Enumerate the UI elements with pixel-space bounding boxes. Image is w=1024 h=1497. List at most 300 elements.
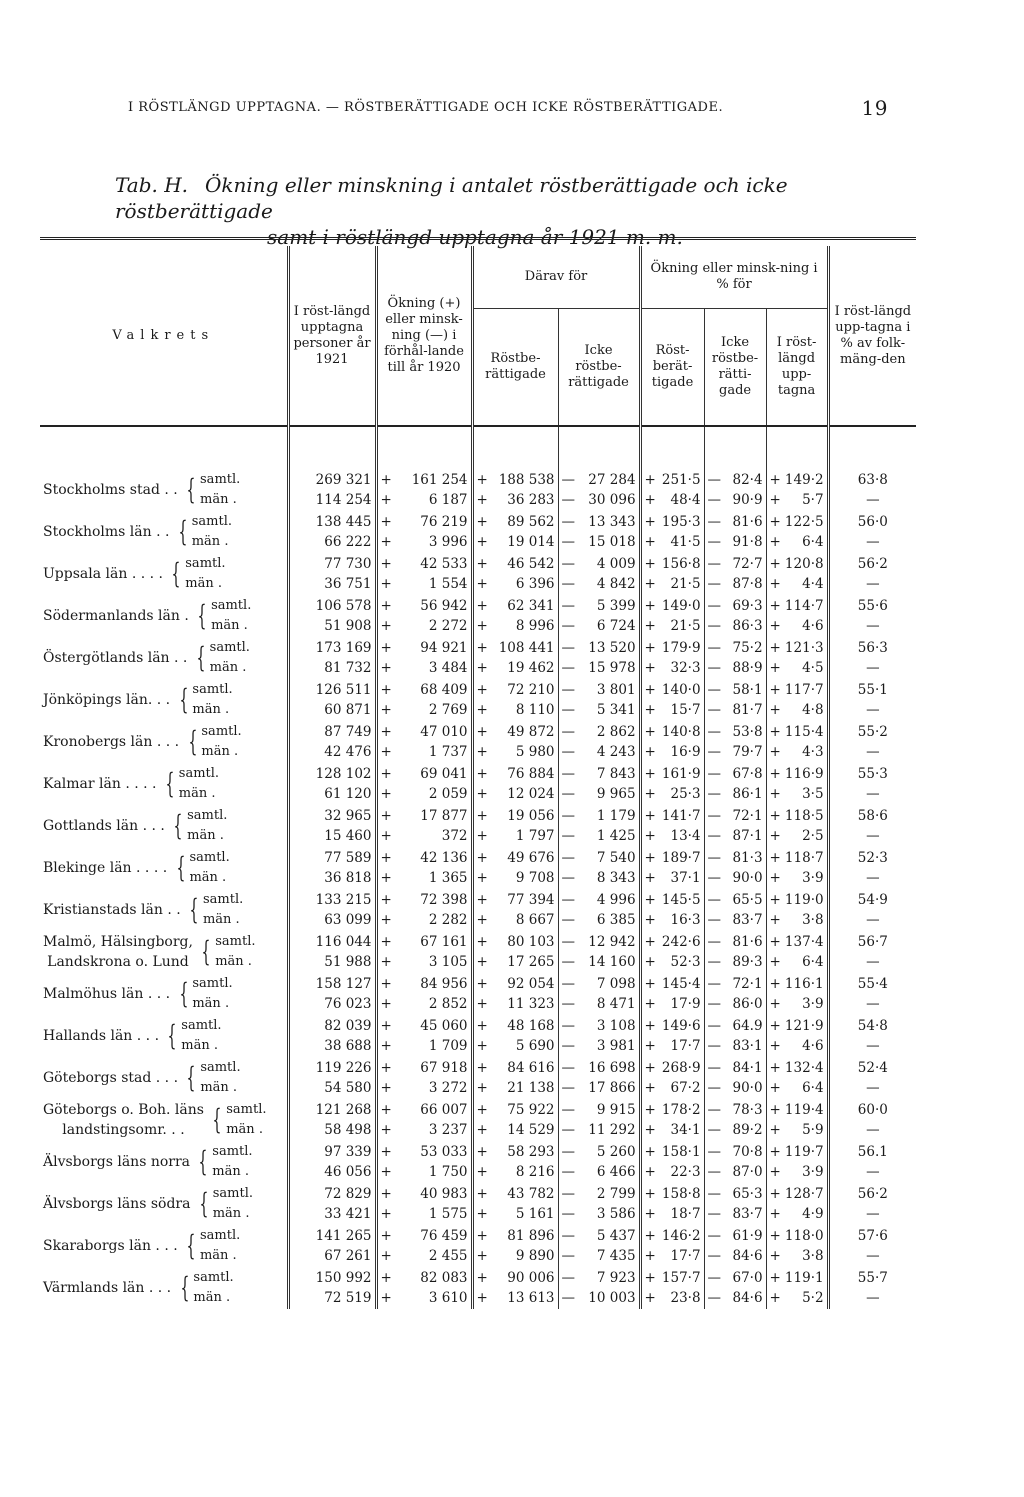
cell-share [828,931,916,973]
row-kind-labels [200,470,240,510]
cell-value: — [561,534,576,550]
valkrets-name-line: Södermanlands län . [43,608,189,624]
cell-value: 61 120 [324,786,372,802]
cell-value: 23·8 [670,1290,701,1306]
table-row [40,637,916,679]
cell-rb [486,973,558,1015]
row-kind-man: män . [189,870,227,885]
cell-rbs [472,469,486,511]
cell-value: + [380,996,392,1012]
cell-value: 72 398 [420,892,468,908]
cell-value: 86·1 [732,786,763,802]
cell-value: — [561,618,576,634]
col-share: I röst-längd upp-tagna i % av folk-mäng-den [828,246,916,426]
cell-value: + [644,1228,656,1244]
valkrets-name [43,1194,190,1214]
cell-value: 145·5 [661,892,701,908]
cell-share [828,1183,916,1225]
valkrets-name [43,774,157,794]
cell-value: — [561,598,576,614]
cell-value: + [644,618,656,634]
cell-pirs [704,1267,722,1309]
cell-value: + [476,1102,488,1118]
cell-irs [558,805,576,847]
cell-value: 55·7 [857,1270,888,1286]
cell-persons [288,1099,376,1141]
cell-value: 119 226 [315,1060,372,1076]
valkrets-name [43,1026,159,1046]
cell-value: 30 096 [588,492,636,508]
cell-value: + [644,912,656,928]
cell-value: — [707,1164,722,1180]
cell-value: 1 709 [428,1038,468,1054]
row-kind-labels [179,764,219,804]
cell-value: + [380,640,392,656]
cell-value: 69·3 [732,598,763,614]
cell-value: 121·9 [784,1018,824,1034]
cell-value: 49 872 [507,724,555,740]
cell-pirs [704,1225,722,1267]
row-kind-man: män . [215,954,252,969]
row-kind-labels [192,512,232,552]
cell-value: 52·3 [857,850,888,866]
cell-rbs [472,1015,486,1057]
cell-chs [376,721,390,763]
cell-value: 5 161 [515,1206,555,1222]
cell-prb [654,553,704,595]
cell-value: — [561,1122,576,1138]
cell-ir [572,1267,640,1309]
cell-pls [766,595,780,637]
cell-value: 19 056 [507,808,555,824]
cell-value: + [380,1102,392,1118]
table-row [40,679,916,721]
cell-rb [486,679,558,721]
cell-prbs [640,553,654,595]
cell-value: 106 578 [315,598,372,614]
cell-share [828,763,916,805]
cell-value: + [476,682,488,698]
cell-rb [486,1225,558,1267]
cell-rbs [472,1141,486,1183]
cell-value: — [561,682,576,698]
cell-value: 119·0 [784,892,824,908]
cell-value: 21·5 [670,576,701,592]
cell-value: — [866,954,880,970]
cell-value: 8 110 [515,702,555,718]
cell-value: + [769,870,781,886]
cell-persons [288,469,376,511]
cell-value: + [476,1018,488,1034]
valkrets-cell [40,553,288,595]
cell-value: 67 918 [420,1060,468,1076]
cell-persons [288,847,376,889]
cell-value: 67·8 [732,766,763,782]
cell-value: 118·0 [784,1228,824,1244]
cell-value: 82·4 [732,472,763,488]
cell-persons [288,511,376,553]
cell-share [828,973,916,1015]
row-kind-samtl: samtl. [200,1060,241,1075]
cell-value: + [769,828,781,844]
cell-value: + [644,556,656,572]
valkrets-name-line: Malmö, Hälsingborg, [43,934,193,950]
cell-share [828,721,916,763]
cell-pir [718,469,766,511]
cell-value: + [476,492,488,508]
cell-prbs [640,721,654,763]
col-pct-rostb: Röst-berät-tigade [640,308,704,426]
cell-value: + [769,514,781,530]
cell-value: + [476,850,488,866]
cell-irs [558,1015,576,1057]
cell-pls [766,847,780,889]
cell-value: + [644,1080,656,1096]
table-row [40,511,916,553]
valkrets-cell [40,889,288,931]
cell-pir [718,637,766,679]
cell-value: 42 533 [420,556,468,572]
cell-value: — [561,744,576,760]
cell-value: 72 210 [507,682,555,698]
cell-irs [558,889,576,931]
cell-ch [390,469,472,511]
cell-rb [486,1141,558,1183]
cell-pir [718,511,766,553]
cell-value: 42 476 [324,744,372,760]
cell-value: 37·1 [670,870,701,886]
cell-value: + [769,576,781,592]
cell-value: — [561,976,576,992]
cell-persons [288,1267,376,1309]
valkrets-cell [40,1225,288,1267]
cell-value: 87·1 [732,828,763,844]
row-kind-samtl: samtl. [226,1102,267,1117]
cell-value: — [866,702,880,718]
cell-value: 13 343 [588,514,636,530]
cell-value: + [380,976,392,992]
cell-value: 2 282 [428,912,468,928]
table-row [40,931,916,973]
cell-ch [390,805,472,847]
cell-value: 179·9 [661,640,701,656]
brace: { [165,767,175,800]
cell-pl [780,931,828,973]
cell-value: 5 980 [515,744,555,760]
valkrets-name [43,984,170,1004]
row-kind-man: män . [193,1290,231,1305]
cell-value: + [769,598,781,614]
cell-value: + [769,1290,781,1306]
cell-value: 64.9 [732,1018,763,1034]
cell-value: 9 915 [596,1102,636,1118]
cell-value: — [866,996,880,1012]
cell-value: 17 877 [420,808,468,824]
cell-value: + [476,954,488,970]
cell-share [828,1099,916,1141]
cell-value: 3 272 [428,1080,468,1096]
cell-pl [780,763,828,805]
cell-rb [486,763,558,805]
cell-value: + [380,912,392,928]
cell-value: 62 341 [507,598,555,614]
row-kind-labels [212,1142,252,1182]
cell-value: — [561,472,576,488]
cell-value: — [707,1018,722,1034]
cell-value: 122·5 [784,514,824,530]
cell-value: — [707,934,722,950]
cell-value: 3·5 [802,786,824,802]
cell-value: 58·1 [732,682,763,698]
cell-prbs [640,637,654,679]
cell-ir [572,511,640,553]
cell-value: + [380,744,392,760]
cell-value: 3·9 [802,996,824,1012]
cell-value: + [380,702,392,718]
row-kind-man: män . [187,828,224,843]
cell-prbs [640,931,654,973]
cell-value: + [644,1060,656,1076]
cell-value: — [866,1080,880,1096]
cell-prb [654,1099,704,1141]
cell-rbs [472,1225,486,1267]
cell-value: 133 215 [315,892,372,908]
cell-value: — [561,850,576,866]
cell-value: 118·7 [784,850,824,866]
row-kind-labels [203,890,243,930]
row-kind-man: män . [200,492,237,507]
cell-ch [390,1225,472,1267]
cell-value: 189·7 [661,850,701,866]
cell-irs [558,1099,576,1141]
cell-value: 84·1 [732,1060,763,1076]
cell-value: + [380,870,392,886]
cell-value: — [707,1102,722,1118]
valkrets-name-line: Värmlands län . . . [43,1280,172,1296]
cell-value: + [644,892,656,908]
cell-value: 16·9 [670,744,701,760]
table-row [40,1183,916,1225]
cell-value: — [707,976,722,992]
cell-prbs [640,1015,654,1057]
cell-value: 81·6 [732,514,763,530]
cell-ch [390,763,472,805]
cell-value: 8 996 [515,618,555,634]
cell-persons [288,1141,376,1183]
cell-value: 27 284 [588,472,636,488]
cell-rbs [472,679,486,721]
brace: { [178,515,188,548]
cell-value: 8 343 [596,870,636,886]
cell-value: 54 580 [324,1080,372,1096]
cell-value: — [707,514,722,530]
cell-pl [780,595,828,637]
cell-pls [766,469,780,511]
cell-value: 15 018 [588,534,636,550]
cell-pirs [704,847,722,889]
cell-value: 7 923 [596,1270,636,1286]
table-label: Tab. H. [115,173,189,197]
row-kind-samtl: samtl. [212,1186,253,1201]
valkrets-cell [40,595,288,637]
cell-value: — [561,1038,576,1054]
cell-value: 5·2 [802,1290,824,1306]
cell-value: 6 466 [596,1164,636,1180]
cell-value: 32·3 [670,660,701,676]
cell-value: — [561,892,576,908]
cell-pl [780,889,828,931]
cell-value: 68 409 [420,682,468,698]
cell-value: — [561,576,576,592]
cell-value: 63·8 [857,472,888,488]
cell-ch [390,1015,472,1057]
cell-value: 5 399 [596,598,636,614]
cell-value: + [380,724,392,740]
cell-pl [780,1057,828,1099]
cell-rb [486,931,558,973]
cell-value: + [769,1060,781,1076]
cell-value: 6 385 [596,912,636,928]
row-kind-samtl: samtl. [200,472,241,487]
cell-value: — [707,534,722,550]
cell-irs [558,1225,576,1267]
cell-value: 21·5 [670,618,701,634]
cell-value: 158 127 [315,976,372,992]
cell-value: 14 529 [507,1122,555,1138]
cell-persons [288,889,376,931]
cell-pirs [704,805,722,847]
row-kind-man: män . [211,618,248,633]
cell-pls [766,973,780,1015]
cell-value: 90 006 [507,1270,555,1286]
cell-chs [376,1057,390,1099]
cell-value: 82 039 [324,1018,372,1034]
cell-value: — [707,1228,722,1244]
row-kind-samtl: samtl. [185,556,226,571]
cell-value: 55·4 [857,976,888,992]
cell-ch [390,1099,472,1141]
cell-value: 76 023 [324,996,372,1012]
cell-value: — [866,1248,880,1264]
row-kind-labels [211,596,251,636]
cell-persons [288,931,376,973]
cell-value: 55·2 [857,724,888,740]
cell-value: 13 520 [588,640,636,656]
cell-persons [288,1225,376,1267]
row-kind-labels [193,1268,233,1308]
col-icke: Icke röstbe-rättigade [558,308,640,426]
cell-value: 51 988 [324,954,372,970]
cell-value: 75·2 [732,640,763,656]
cell-prbs [640,469,654,511]
cell-value: 21 138 [507,1080,555,1096]
cell-prb [654,1015,704,1057]
cell-value: 5 341 [596,702,636,718]
cell-value: + [644,492,656,508]
cell-prbs [640,1267,654,1309]
cell-rbs [472,889,486,931]
cell-value: 158·8 [661,1186,701,1202]
table-row [40,1057,916,1099]
cell-value: 132·4 [784,1060,824,1076]
table-row [40,1267,916,1309]
cell-value: — [561,702,576,718]
cell-prb [654,637,704,679]
cell-value: — [866,1290,880,1306]
row-kind-samtl: samtl. [178,766,220,781]
valkrets-name [43,1152,190,1172]
cell-pirs [704,721,722,763]
cell-value: + [644,724,656,740]
valkrets-name [43,648,187,668]
cell-pl [780,637,828,679]
cell-value: 43 782 [507,1186,555,1202]
cell-value: — [561,912,576,928]
cell-pls [766,553,780,595]
cell-prbs [640,1099,654,1141]
cell-prb [654,1267,704,1309]
cell-value: — [561,724,576,740]
row-kind-labels [192,680,232,720]
valkrets-name [43,522,169,542]
cell-value: + [769,1228,781,1244]
cell-rb [486,511,558,553]
cell-value: + [769,1270,781,1286]
cell-value: 3 996 [428,534,468,550]
cell-value: — [707,682,722,698]
valkrets-name [43,690,170,710]
cell-value: 94 921 [420,640,468,656]
cell-value: 128 102 [315,766,372,782]
cell-value: 66 222 [324,534,372,550]
valkrets-name-line: Uppsala län . . . . [43,566,163,582]
cell-value: 83·7 [732,912,763,928]
cell-pirs [704,1015,722,1057]
cell-value: 2 862 [596,724,636,740]
cell-irs [558,469,576,511]
cell-value: + [476,996,488,1012]
cell-pirs [704,763,722,805]
cell-rbs [472,1267,486,1309]
valkrets-name-line: Blekinge län . . . . [43,860,168,876]
cell-value: + [476,744,488,760]
cell-value: 16·3 [670,912,701,928]
cell-share [828,1267,916,1309]
cell-ir [572,973,640,1015]
cell-value: 54·8 [857,1018,888,1034]
cell-value: + [769,472,781,488]
cell-share [828,805,916,847]
cell-value: 22·3 [670,1164,701,1180]
cell-prbs [640,847,654,889]
cell-value: + [476,828,488,844]
brace: { [171,557,181,590]
cell-pir [718,1267,766,1309]
cell-value: 5·7 [802,492,824,508]
cell-value: 56·0 [857,514,888,530]
cell-value: 34·1 [670,1122,701,1138]
cell-value: 114·7 [784,598,824,614]
cell-value: 76 459 [420,1228,468,1244]
cell-value: 36 751 [324,576,372,592]
cell-pl [780,1267,828,1309]
col-darav: Därav för [472,246,640,308]
cell-value: 3 484 [428,660,468,676]
cell-value: 15 460 [324,828,372,844]
cell-value: — [707,1060,722,1076]
cell-prb [654,763,704,805]
cell-pir [718,1225,766,1267]
